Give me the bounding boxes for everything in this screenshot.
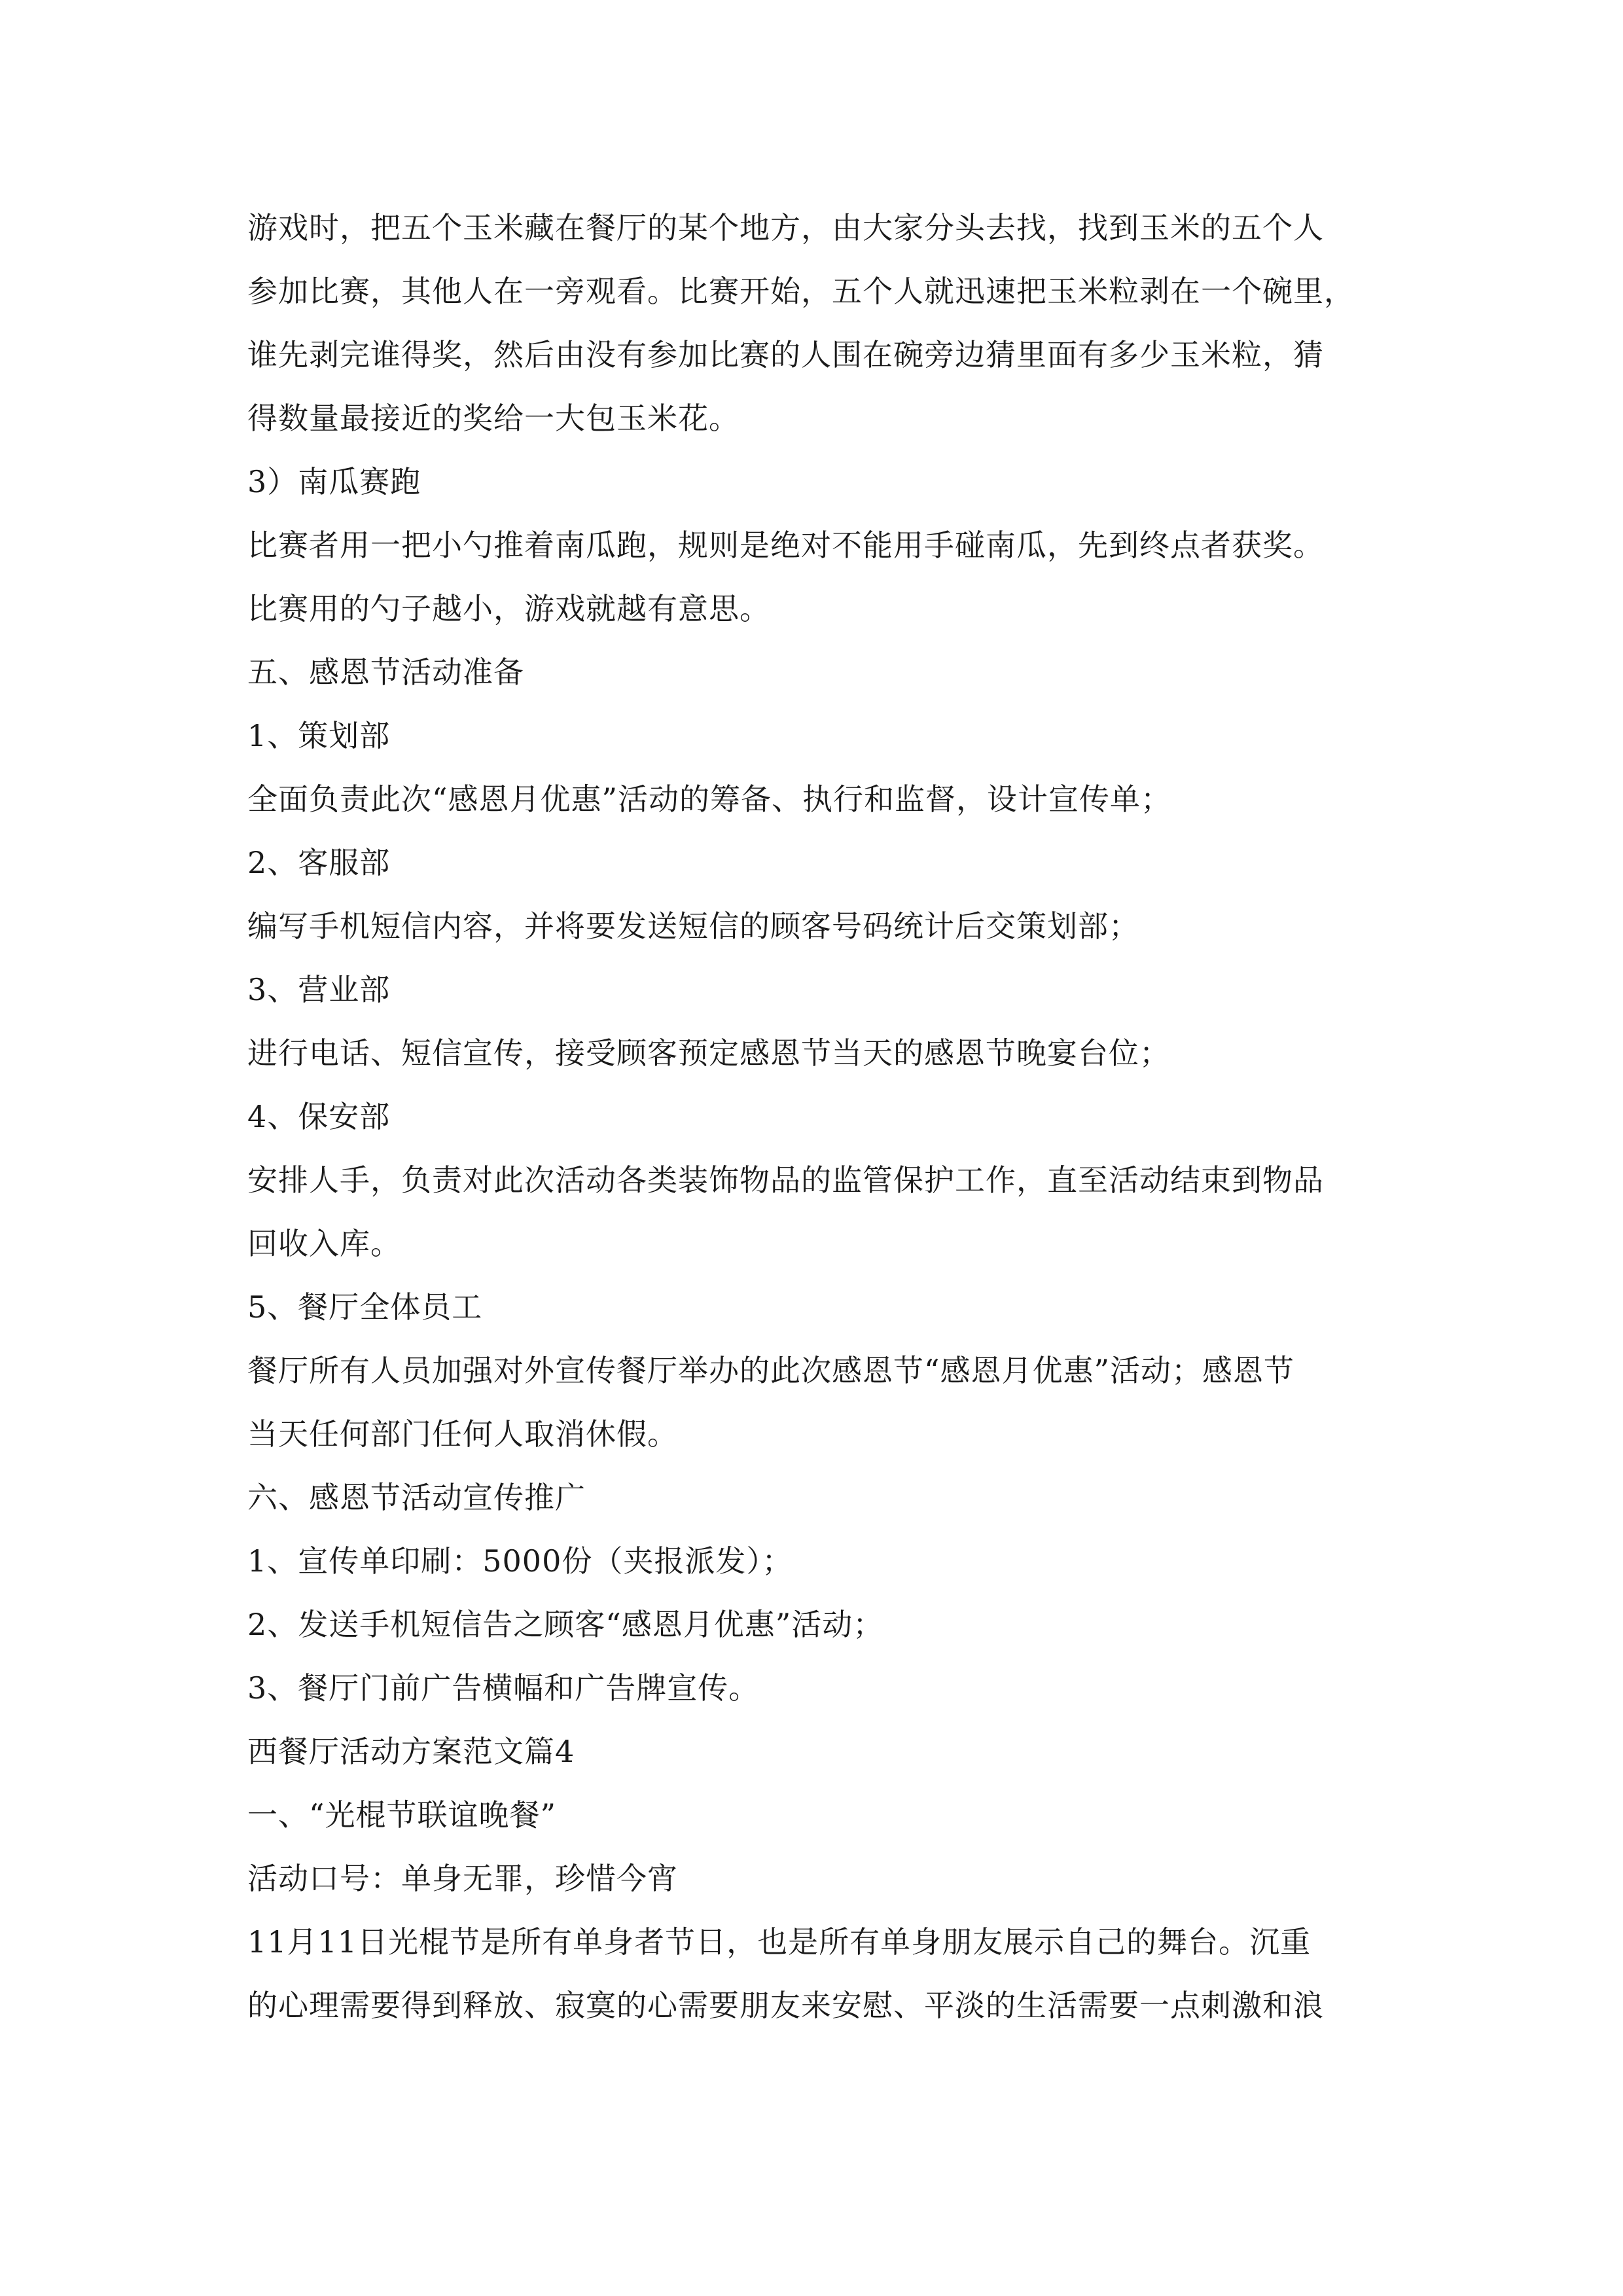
subsection-heading: 1、策划部 [247,718,391,753]
list-item: 2、发送手机短信告之顾客“感恩月优惠”活动； [247,1607,884,1642]
paragraph-line: 当天任何部门任何人取消休假。 [247,1416,678,1452]
paragraph-line: 编写手机短信内容，并将要发送短信的顾客号码统计后交策划部； [247,908,1139,944]
paragraph-line: 进行电话、短信宣传，接受顾客预定感恩节当天的感恩节晚宴台位； [247,1035,1170,1071]
paragraph-line: 比赛者用一把小勺推着南瓜跑，规则是绝对不能用手碰南瓜，先到终点者获奖。 [247,528,1324,563]
list-item: 3、餐厅门前广告横幅和广告牌宣传。 [247,1670,760,1706]
paragraph-line: 比赛用的勺子越小，游戏就越有意思。 [247,591,770,626]
section-heading: 五、感恩节活动准备 [247,655,524,690]
paragraph-line: 全面负责此次“感恩月优惠”活动的筹备、执行和监督，设计宣传单； [247,781,1172,817]
paragraph-line: 谁先剥完谁得奖，然后由没有参加比赛的人围在碗旁边猜里面有多少玉米粒，猜 [247,337,1324,372]
paragraph-line: 游戏时，把五个玉米藏在餐厅的某个地方，由大家分头去找，找到玉米的五个人 [247,210,1324,245]
document-body [247,196,1386,2037]
paragraph-line: 安排人手，负责对此次活动各类装饰物品的监管保护工作，直至活动结束到物品 [247,1162,1324,1198]
paragraph-line: 活动口号：单身无罪，珍惜今宵 [247,1861,678,1896]
subsection-heading: 3、营业部 [247,972,391,1007]
paragraph-line: 回收入库。 [247,1226,401,1261]
section-heading: 六、感恩节活动宣传推广 [247,1480,586,1515]
paragraph-line: 餐厅所有人员加强对外宣传餐厅举办的此次感恩节“感恩月优惠”活动；感恩节 [247,1353,1295,1388]
subsection-heading: 2、客服部 [247,845,391,880]
paragraph-line: 的心理需要得到释放、寂寞的心需要朋友来安慰、平淡的生活需要一点刺激和浪 [247,1988,1324,2023]
section-heading: 一、“光棍节联谊晚餐” [247,1797,557,1833]
paragraph-line: 得数量最接近的奖给一大包玉米花。 [247,401,740,436]
paragraph-line: 参加比赛，其他人在一旁观看。比赛开始，五个人就迅速把玉米粒剥在一个碗里， [247,274,1355,309]
section-heading: 3）南瓜赛跑 [247,464,421,499]
list-item: 1、宣传单印刷：5000份（夹报派发）； [247,1543,793,1579]
paragraph-line: 11月11日光棍节是所有单身者节日，也是所有单身朋友展示自己的舞台。沉重 [247,1924,1311,1960]
subsection-heading: 4、保安部 [247,1099,391,1134]
article-title: 西餐厅活动方案范文篇4 [247,1734,575,1769]
subsection-heading: 5、餐厅全体员工 [247,1289,483,1325]
